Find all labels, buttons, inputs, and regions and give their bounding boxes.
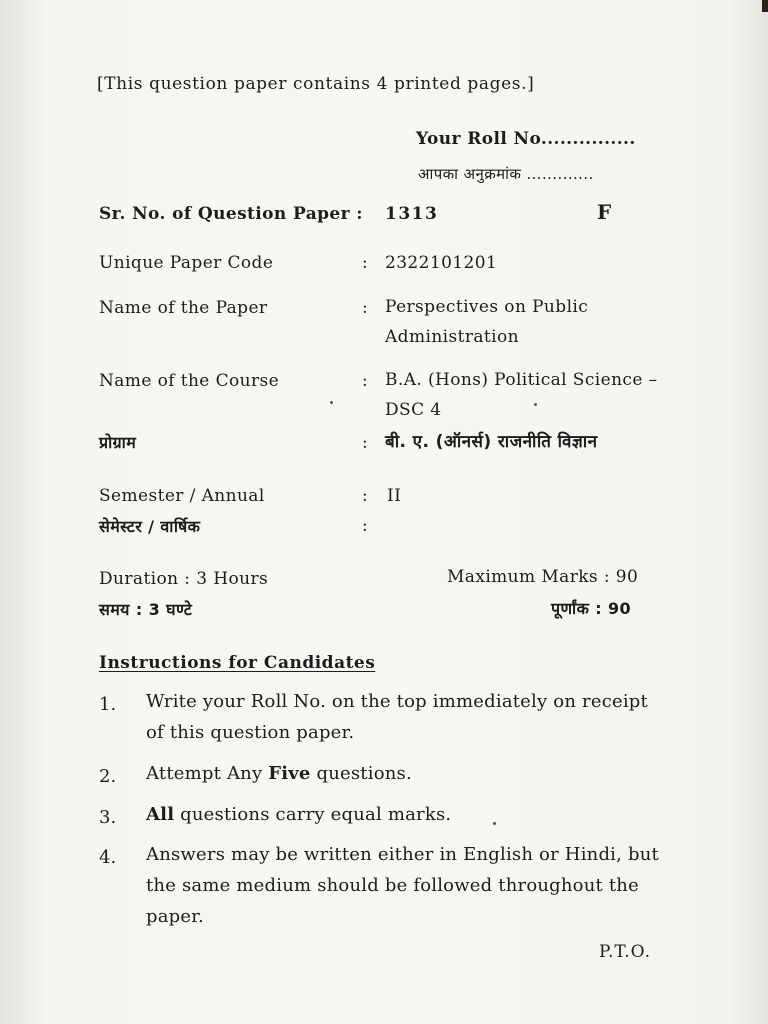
pto-note: P.T.O. (599, 942, 651, 962)
program-value-hindi: बी. ए. (ऑनर्स) राजनीति विज्ञान (385, 432, 598, 452)
semester-value: II (387, 486, 402, 506)
printed-pages-note: [This question paper contains 4 printed pages.] (97, 74, 535, 94)
paper-colon: : (362, 298, 369, 318)
course-label: Name of the Course (99, 371, 280, 391)
program-label-hindi: प्रोग्राम (99, 433, 137, 452)
upc-colon: : (362, 253, 369, 273)
set-letter: F (597, 200, 612, 224)
corner-mark (762, 0, 768, 12)
paper-value-line1: Perspectives on Public (385, 297, 589, 317)
upc-value: 2322101201 (385, 253, 498, 273)
upc-label: Unique Paper Code (99, 253, 274, 273)
instruction-1-number: 1. (99, 694, 117, 715)
instructions-heading: Instructions for Candidates (99, 653, 376, 673)
instruction-3-number: 3. (99, 807, 117, 828)
instruction-2-text: Attempt Any Five questions. (146, 763, 412, 784)
instruction-4-text: Answers may be written either in English or Hindi, but the same medium should be followed throughout the paper. (146, 844, 659, 927)
max-marks-hindi: पूर्णांक : 90 (551, 599, 632, 618)
course-value-line2: DSC 4 (385, 400, 442, 420)
sr-no-label: Sr. No. of Question Paper : (99, 204, 363, 224)
course-colon: : (362, 371, 369, 391)
roll-no-field-hindi: आपका अनुक्रमांक ............. (418, 165, 594, 183)
paper-label: Name of the Paper (99, 298, 268, 318)
instruction-4-number: 4. (99, 847, 117, 868)
semester-colon: : (362, 486, 369, 506)
scan-speck (493, 822, 496, 825)
duration-hindi: समय : 3 घण्टे (99, 600, 193, 619)
instruction-2-number: 2. (99, 766, 117, 787)
scan-speck (534, 403, 537, 406)
paper-value-line2: Administration (385, 327, 519, 347)
course-value-line1: B.A. (Hons) Political Science – (385, 370, 658, 390)
duration-english: Duration : 3 Hours (99, 569, 269, 589)
semester-label: Semester / Annual (99, 486, 265, 506)
program-colon: : (362, 433, 369, 453)
scan-speck (330, 401, 333, 404)
roll-no-field: Your Roll No............... (416, 129, 636, 149)
instruction-1-text: Write your Roll No. on the top immediately on receipt of this question paper. (146, 691, 648, 743)
max-marks-english: Maximum Marks : 90 (447, 567, 639, 587)
sr-no-value: 1313 (385, 204, 439, 224)
semester-label-hindi: सेमेस्टर / वार्षिक (99, 517, 201, 536)
instruction-3-text: All questions carry equal marks. (146, 804, 452, 825)
instruction-3-emphasis: All (146, 804, 175, 825)
instruction-2-emphasis: Five (268, 763, 311, 784)
semester-hindi-colon: : (362, 516, 369, 536)
